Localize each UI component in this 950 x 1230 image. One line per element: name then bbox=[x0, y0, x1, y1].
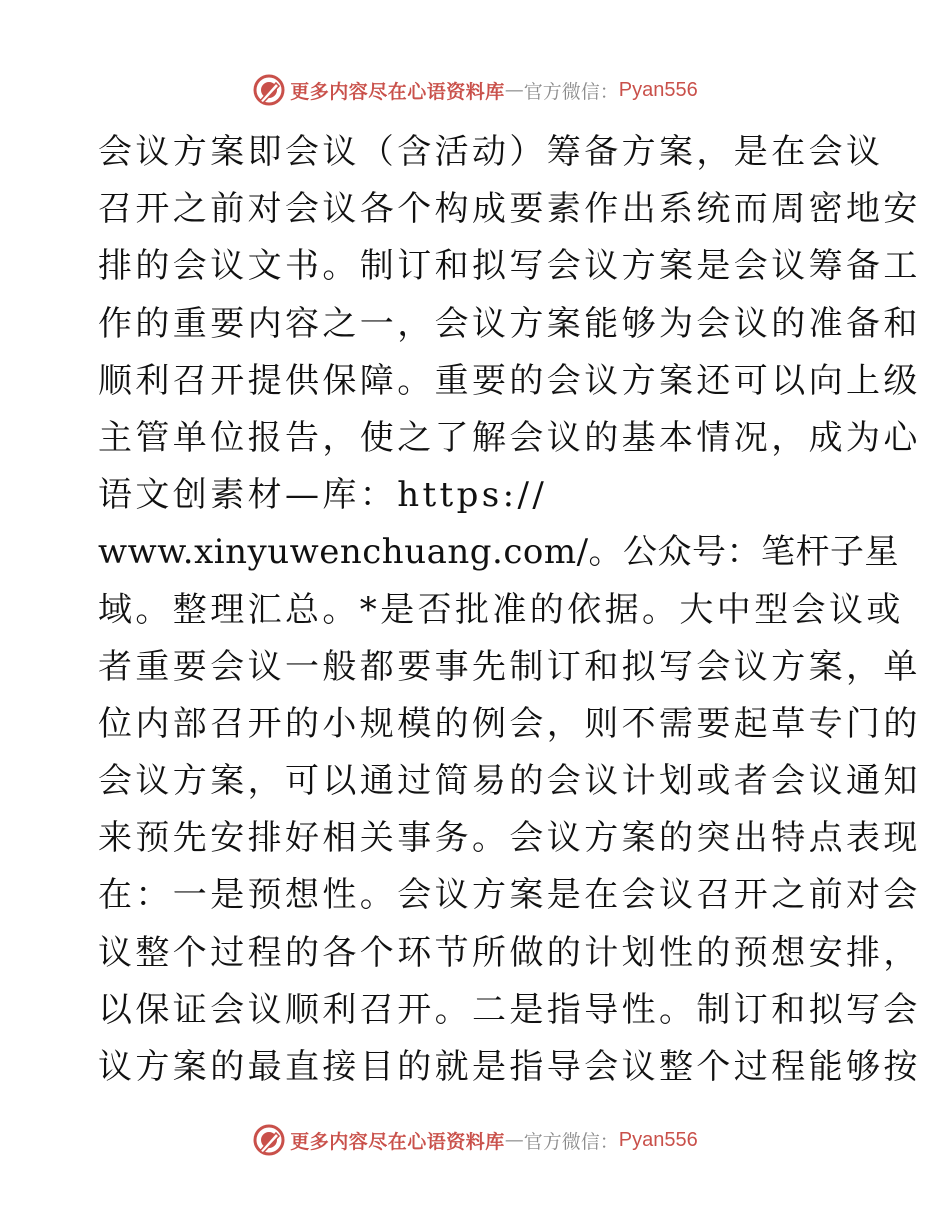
document-body bbox=[98, 124, 921, 1096]
body-line: 主管单位报告，使之了解会议的基本情况，成为心 bbox=[98, 417, 921, 458]
body-line: 作的重要内容之一，会议方案能够为会议的准备和 bbox=[98, 303, 921, 344]
footer-banner bbox=[0, 1120, 950, 1160]
body-line: 顺利召开提供保障。重要的会议方案还可以向上级 bbox=[98, 360, 921, 401]
body-line: 排的会议文书。制订和拟写会议方案是会议筹备工 bbox=[98, 246, 921, 287]
header-banner-separator: — bbox=[504, 79, 524, 101]
body-line: 语文创素材—库：https:// bbox=[98, 475, 548, 516]
body-line: 者重要会议一般都要事先制订和拟写会议方案，单 bbox=[98, 646, 921, 687]
body-line: 以保证会议顺利召开。二是指导性。制订和拟写会 bbox=[98, 989, 921, 1030]
body-line: 议方案的最直接目的就是指导会议整个过程能够按 bbox=[98, 1047, 921, 1087]
body-line: 来预先安排好相关事务。会议方案的突出特点表现 bbox=[98, 818, 921, 859]
footer-banner-wechat-label: 官方微信： bbox=[523, 1130, 619, 1153]
body-line: 域。整理汇总。*是否批准的依据。大中型会议或 bbox=[98, 589, 904, 630]
footer-banner-separator: — bbox=[504, 1129, 524, 1151]
body-line: 议整个过程的各个环节所做的计划性的预想安排， bbox=[98, 932, 921, 973]
body-line: 召开之前对会议各个构成要素作出系统而周密地安 bbox=[98, 189, 921, 230]
footer-banner-main: 更多内容尽在心语资料库 bbox=[290, 1130, 505, 1153]
body-line: 会议方案，可以通过简易的会议计划或者会议通知 bbox=[98, 761, 921, 802]
header-banner-main: 更多内容尽在心语资料库 bbox=[290, 80, 505, 103]
footer-banner-wechat-id: Pyan556 bbox=[618, 1128, 698, 1151]
pen-logo-icon bbox=[252, 1123, 286, 1157]
header-banner-wechat-id: Pyan556 bbox=[618, 78, 698, 101]
body-line-url: www.xinyuwenchuang.com/。公众号：笔杆子星 bbox=[98, 532, 900, 573]
body-line: 位内部召开的小规模的例会，则不需要起草专门的 bbox=[98, 703, 921, 744]
body-line: 会议方案即会议（含活动）筹备方案，是在会议 bbox=[98, 132, 884, 172]
pen-logo-icon bbox=[252, 73, 286, 107]
body-line: 在：一是预想性。会议方案是在会议召开之前对会 bbox=[98, 875, 921, 916]
header-banner-wechat-label: 官方微信： bbox=[523, 80, 619, 103]
header-banner bbox=[0, 70, 950, 110]
